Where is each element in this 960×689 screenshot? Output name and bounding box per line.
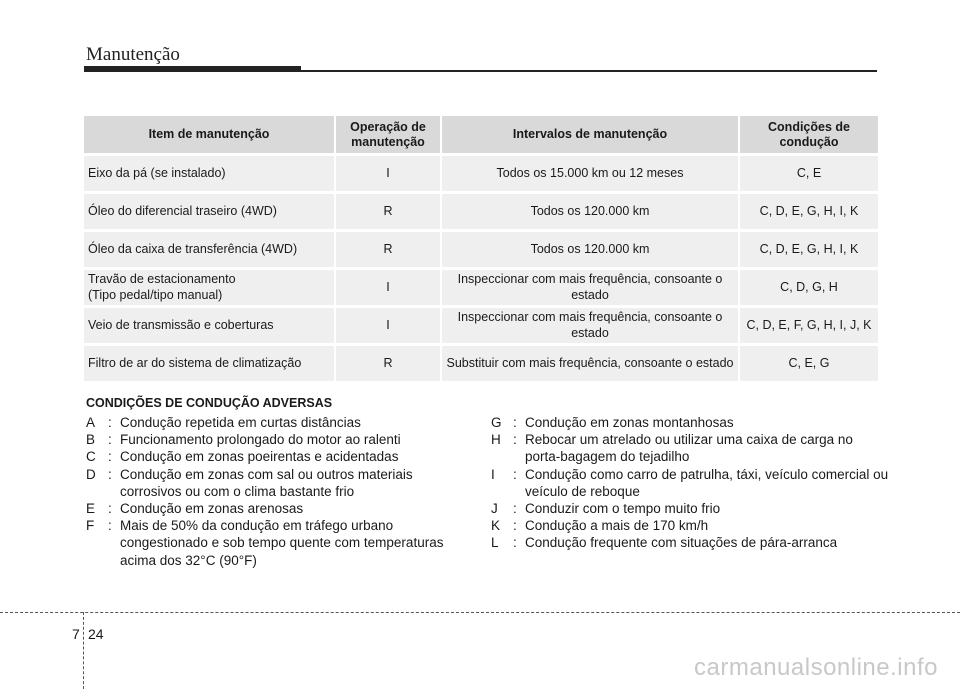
condition-text: Condução frequente com situações de pára-arranca [525, 535, 838, 551]
condition-item [491, 517, 891, 534]
condition-separator: : [513, 415, 517, 430]
condition-text: Condução em zonas com sal ou outros materiais corrosivos ou com o clima bastante frio [120, 466, 413, 499]
cell-interval: Todos os 120.000 km [442, 194, 740, 229]
adverse-conditions-title: CONDIÇÕES DE CONDUÇÃO ADVERSAS [86, 396, 333, 410]
table-header-row [84, 116, 878, 153]
maintenance-table [84, 113, 878, 384]
condition-code: L [491, 535, 499, 551]
table-row [84, 232, 878, 267]
table-row [84, 156, 878, 191]
condition-separator: : [108, 466, 112, 482]
condition-code: H [491, 432, 501, 448]
item-line: Travão de estacionamento [88, 271, 236, 286]
cell-interval: Inspeccionar com mais frequência, consoante o estado [442, 270, 740, 305]
item-line: Eixo da pá (se instalado) [88, 165, 226, 180]
condition-separator: : [513, 501, 517, 517]
condition-separator: : [513, 432, 517, 448]
condition-code: C [86, 449, 96, 465]
condition-text: Rebocar um atrelado ou utilizar uma caixa de carga no porta-bagagem do tejadilho [525, 432, 853, 465]
column-header-operation: Operação de manutenção [336, 116, 442, 153]
condition-text: Condução em zonas montanhosas [525, 415, 734, 430]
condition-code: J [491, 501, 498, 517]
cell-interval: Substituir com mais frequência, consoante o estado [442, 346, 740, 381]
table-row [84, 270, 878, 305]
condition-text: Condução em zonas poeirentas e acidentadas [120, 449, 399, 465]
cell-conditions: C, D, E, F, G, H, I, J, K [740, 308, 878, 343]
header-bar [84, 66, 301, 72]
cell-operation: R [336, 232, 442, 267]
footer-divider [83, 612, 84, 689]
condition-item [86, 414, 466, 431]
condition-item [491, 466, 891, 500]
watermark: carmanualsonline.info [694, 654, 938, 681]
header-rule [301, 70, 877, 72]
column-header-item: Item de manutenção [84, 116, 336, 153]
cell-item [84, 156, 336, 191]
condition-text: Condução a mais de 170 km/h [525, 518, 709, 534]
cell-operation: R [336, 346, 442, 381]
condition-text: Conduzir com o tempo muito frio [525, 501, 721, 517]
cell-operation: I [336, 156, 442, 191]
condition-item [491, 431, 891, 465]
condition-code: E [86, 501, 96, 517]
condition-separator: : [513, 518, 517, 534]
condition-text: Mais de 50% da condução em tráfego urbano congestionado e sob tempo quente com temperaturas acima dos 32°C (90°F) [120, 518, 444, 568]
cell-operation: R [336, 194, 442, 229]
cell-conditions: C, E, G [740, 346, 878, 381]
conditions-list-right [491, 414, 891, 552]
page-number: 24 [88, 626, 104, 642]
column-header-interval: Intervalos de manutenção [442, 116, 740, 153]
cell-item [84, 270, 336, 305]
cell-item [84, 346, 336, 381]
table-row [84, 194, 878, 229]
condition-code: G [491, 415, 502, 430]
cell-item [84, 232, 336, 267]
section-title: Manutenção [86, 44, 180, 65]
condition-item [86, 431, 466, 448]
column-header-conditions: Condições de condução [740, 116, 878, 153]
table-row [84, 308, 878, 343]
condition-text: Funcionamento prolongado do motor ao ralenti [120, 432, 401, 448]
condition-item [86, 448, 466, 465]
condition-item [491, 500, 891, 517]
condition-code: I [491, 466, 495, 482]
condition-code: A [86, 415, 96, 430]
cell-interval: Todos os 120.000 km [442, 232, 740, 267]
cell-interval: Todos os 15.000 km ou 12 meses [442, 156, 740, 191]
cell-interval: Inspeccionar com mais frequência, consoante o estado [442, 308, 740, 343]
item-line: (Tipo pedal/tipo manual) [88, 287, 223, 302]
cell-conditions: C, D, E, G, H, I, K [740, 194, 878, 229]
item-line: Veio de transmissão e coberturas [88, 317, 274, 332]
condition-code: F [86, 518, 95, 534]
condition-item [86, 517, 466, 569]
item-line: Óleo da caixa de transferência (4WD) [88, 241, 298, 256]
cell-conditions: C, D, G, H [740, 270, 878, 305]
condition-separator: : [108, 501, 112, 517]
condition-code: B [86, 432, 96, 448]
condition-code: D [86, 466, 96, 482]
condition-separator: : [108, 432, 112, 448]
condition-separator: : [108, 415, 112, 430]
condition-code: K [491, 518, 501, 534]
condition-text: Condução repetida em curtas distâncias [120, 415, 361, 430]
cell-conditions: C, D, E, G, H, I, K [740, 232, 878, 267]
conditions-list-left [86, 414, 466, 569]
cell-item [84, 194, 336, 229]
footer-rule [0, 612, 960, 613]
condition-item [491, 414, 891, 431]
condition-item [491, 534, 891, 551]
table-row [84, 346, 878, 381]
cell-operation: I [336, 270, 442, 305]
chapter-number: 7 [72, 626, 80, 642]
cell-item [84, 308, 336, 343]
table-body [84, 156, 878, 381]
cell-operation: I [336, 308, 442, 343]
condition-separator: : [108, 449, 112, 465]
condition-text: Condução como carro de patrulha, táxi, veículo comercial ou veículo de reboque [525, 466, 889, 499]
condition-item [86, 500, 466, 517]
condition-item [86, 466, 466, 500]
condition-separator: : [513, 466, 517, 482]
item-line: Filtro de ar do sistema de climatização [88, 355, 302, 370]
condition-separator: : [513, 535, 517, 551]
condition-text: Condução em zonas arenosas [120, 501, 304, 517]
condition-separator: : [108, 518, 112, 534]
item-line: Óleo do diferencial traseiro (4WD) [88, 203, 277, 218]
cell-conditions: C, E [740, 156, 878, 191]
